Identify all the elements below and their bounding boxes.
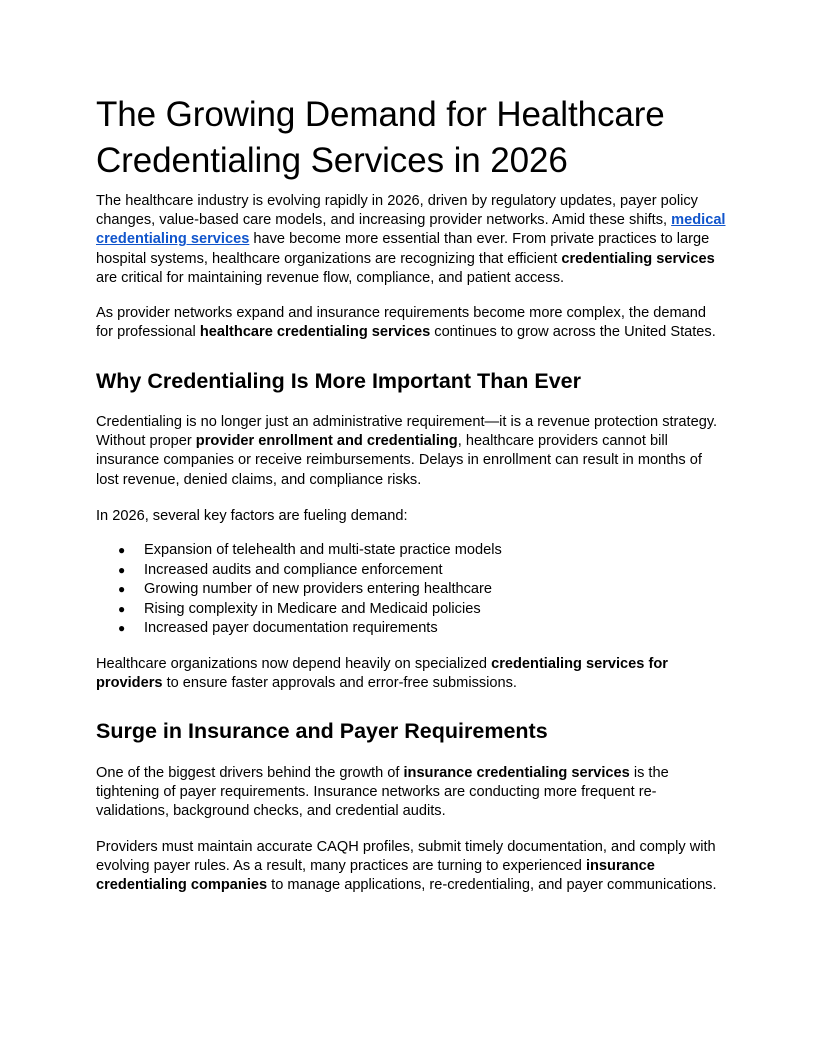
list-item: [96, 561, 716, 581]
list-item-text: Growing number of new providers entering healthcare: [144, 581, 493, 597]
factors-intro-paragraph: In 2026, several key factors are fueling demand:: [96, 508, 408, 524]
bullet-icon: ●: [118, 562, 126, 577]
section-heading-payer: Surge in Insurance and Payer Requirements: [96, 719, 548, 743]
importance-bold-1: provider enrollment and credentialing: [195, 433, 458, 450]
providers-text-2: to ensure faster approvals and error-free submissions.: [162, 675, 517, 692]
intro-text-2: have become more essential than ever. From private practices to large hospital systems, healthcare organizations are recognizing that efficient: [96, 231, 710, 267]
caqh-text-2: to manage applications, re-credentialing, and payer communications.: [267, 877, 717, 894]
list-item: [96, 600, 716, 620]
list-item: [96, 580, 716, 600]
importance-text-1: Credentialing is no longer just an administrative requirement—it is a revenue protection strategy. Without proper: [96, 414, 718, 450]
intro-text-3: are critical for maintaining revenue flow, compliance, and patient access.: [96, 269, 565, 286]
document-title: The Growing Demand for Healthcare Credentialing Services in 2026: [96, 95, 665, 180]
caqh-text-1: Providers must maintain accurate CAQH profiles, submit timely documentation, and comply with evolving payer rules. As a result, many practices are turning to experienced: [96, 839, 716, 875]
demand-paragraph: [96, 304, 726, 342]
demand-text-1: As provider networks expand and insurance requirements become more complex, the demand for professional: [96, 305, 707, 341]
providers-text-1: Healthcare organizations now depend heavily on specialized: [96, 656, 492, 672]
list-item-text: Expansion of telehealth and multi-state practice models: [144, 542, 502, 558]
importance-paragraph: [96, 413, 726, 490]
bullet-icon: ●: [118, 582, 126, 596]
payer-bold-1: insurance credentialing services: [403, 765, 630, 781]
intro-bold-1: credentialing services: [561, 250, 715, 267]
demand-bold-1: healthcare credentialing services: [199, 324, 431, 341]
caqh-paragraph: [96, 838, 726, 896]
importance-text-2: , healthcare providers cannot bill insurance companies or receive reimbursements. Delays in enrollment can result in months of lost revenue, denied claims, and compliance risks.: [96, 433, 702, 488]
providers-bold-1: credentialing services for providers: [96, 656, 668, 692]
list-item-text: Rising complexity in Medicare and Medicaid policies: [144, 600, 481, 617]
intro-text-1: The healthcare industry is evolving rapidly in 2026, driven by regulatory updates, payer policy changes, value-based care models, and increasing provider networks. Amid these shifts,: [96, 193, 698, 229]
bullet-icon: ●: [118, 621, 126, 635]
bullet-icon: ●: [118, 601, 126, 616]
bullet-icon: ●: [118, 543, 126, 557]
intro-paragraph: [96, 192, 726, 288]
payer-text-2: is the tightening of payer requirements. Insurance networks are conducting more frequent re-validations, background checks, and credential audits.: [96, 765, 669, 820]
providers-paragraph: [96, 655, 726, 693]
list-item-text: Increased audits and compliance enforcement: [144, 561, 443, 578]
section-heading-importance: Why Credentialing Is More Important Than Ever: [96, 369, 582, 393]
demand-factors-list: [96, 541, 716, 639]
list-item: [96, 619, 716, 639]
demand-text-2: continues to grow across the United States.: [430, 324, 716, 341]
medical-credentialing-services-link[interactable]: medical credentialing services: [96, 212, 726, 248]
list-item: [96, 541, 716, 561]
caqh-bold-1: insurance credentialing companies: [96, 858, 655, 894]
payer-paragraph: [96, 764, 726, 822]
list-item-text: Increased payer documentation requirements: [144, 620, 438, 636]
payer-text-1: One of the biggest drivers behind the growth of: [96, 765, 404, 781]
